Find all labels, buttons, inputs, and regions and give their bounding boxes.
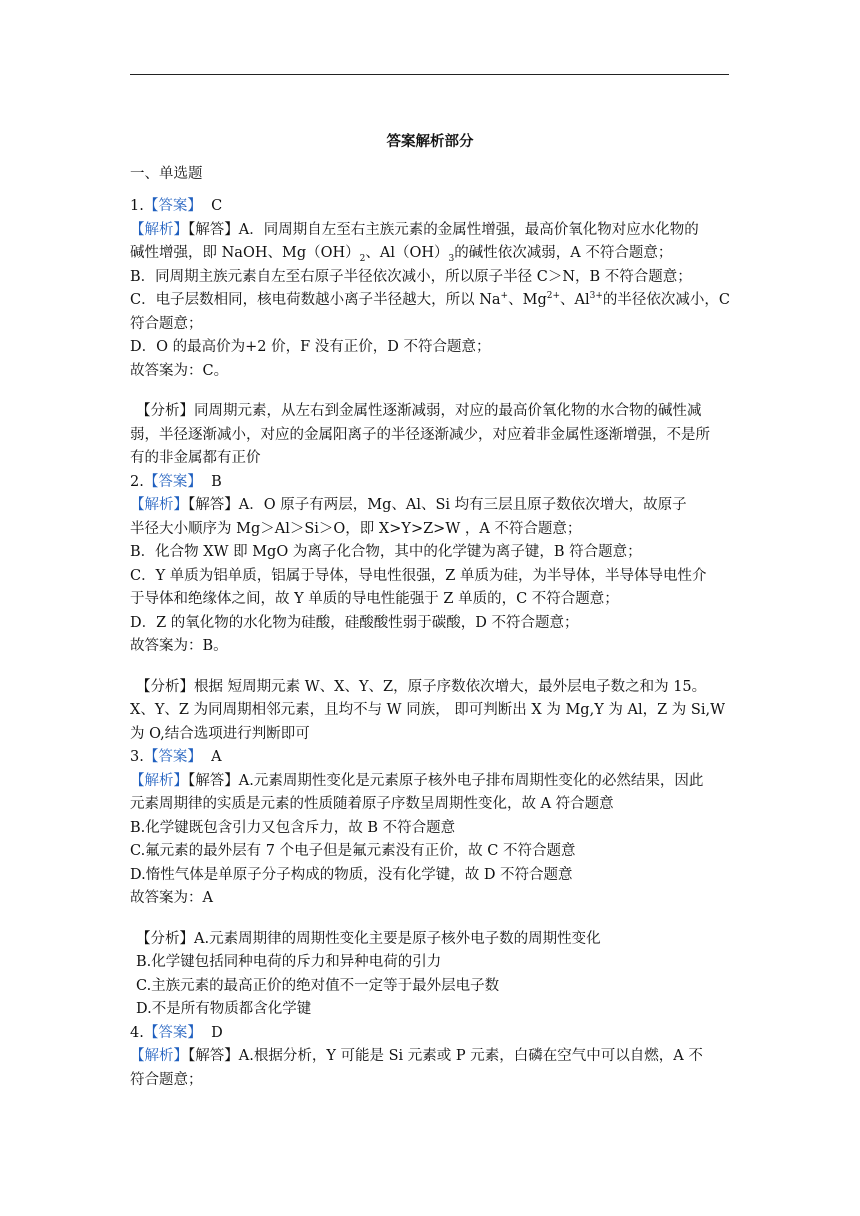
q1-conclusion: 故答案为：C。 <box>130 362 229 379</box>
q1-answer: C <box>211 198 223 214</box>
solution-label: 【解答】 <box>188 221 239 238</box>
q1-analysis-line: 有的非金属都有正价 <box>130 450 261 466</box>
q1-solution-line <box>130 219 730 243</box>
q2-solution-line: B．化合物 XW 即 MgO 为离子化合物，其中的化学键为离子键，B 符合题意； <box>130 544 642 560</box>
q3-analysis-line: C.主族元素的最高正价的绝对值不一定等于最外层电子数 <box>136 977 500 994</box>
q3-answer-line <box>130 746 730 770</box>
q3-solution-line: B.化学键既包含引力又包含斥力，故 B 不符合题意 <box>130 819 456 836</box>
q1-text: 碱性增强，即 NaOH、Mg（OH） <box>130 245 360 261</box>
q1-text: 的半径依次减小，C <box>602 292 730 308</box>
section-heading: 一、单选题 <box>130 165 203 182</box>
q3-solution-line: 元素周期律的实质是元素的性质随着原子序数呈周期性变化，故 A 符合题意 <box>130 796 614 812</box>
analysis-label: 【解析】 <box>130 772 188 789</box>
q4-solution-line <box>130 1045 730 1069</box>
q1-solution-text: A．同周期自左至右主族元素的金属性增强，最高价氧化物对应水化物的 <box>238 221 699 238</box>
q1-text: 、Al <box>560 292 590 308</box>
q2-answer-line <box>130 471 730 495</box>
q1-solution-line: 符合题意； <box>130 315 203 332</box>
page-title: 答案解析部分 <box>386 133 474 150</box>
analysis-label: 【解析】 <box>130 221 188 238</box>
q1-solution-line <box>130 242 730 266</box>
answer-label: 【答案】 <box>143 749 202 765</box>
answer-label: 【答案】 <box>143 1024 202 1041</box>
q1-solution-line: D．O 的最高价为+2 价，F 没有正价，D 不符合题意； <box>130 339 491 355</box>
superscript: + <box>500 291 509 302</box>
q3-solution-line: D.惰性气体是单原子分子构成的物质，没有化学键，故 D 不符合题意 <box>130 866 573 883</box>
q4-answer-line <box>130 1022 730 1046</box>
q3-answer: A <box>211 749 222 765</box>
q2-analysis-line <box>130 676 730 700</box>
fenxi-label: 【分析】 <box>136 930 194 947</box>
solution-label: 【解答】 <box>188 1048 239 1064</box>
solution-label: 【解答】 <box>188 772 239 789</box>
q2-number: 2. <box>130 473 144 490</box>
document-body <box>130 130 730 1092</box>
q1-text: 的碱性依次减弱，A 不符合题意； <box>454 245 673 261</box>
q2-solution-line: 半径大小顺序为 Mg＞Al＞Si＞O，即 X>Y>Z>W ，A 不符合题意； <box>130 520 582 537</box>
q2-solution-line: 于导体和绝缘体之间，故 Y 单质的导电性能强于 Z 单质的，C 不符合题意； <box>130 591 619 607</box>
q2-solution-text: A．O 原子有两层，Mg、Al、Si 均有三层且原子数依次增大，故原子 <box>238 497 687 513</box>
fenxi-label: 【分析】 <box>136 403 194 419</box>
q1-analysis-text: 同周期元素，从左右到金属性逐渐减弱，对应的最高价氧化物的水合物的碱性减 <box>194 403 702 419</box>
q1-text: C．电子层数相同，核电荷数越小离子半径越大，所以 Na <box>130 292 501 308</box>
q1-answer-line <box>130 195 730 219</box>
q2-analysis-line: 为 O,结合选项进行判断即可 <box>130 725 310 742</box>
q4-solution-text: A.根据分析，Y 可能是 Si 元素或 P 元素，白磷在空气中可以自燃，A 不 <box>238 1048 703 1064</box>
q2-solution-line: C．Y 单质为铝单质，铝属于导体，导电性很强，Z 单质为硅，为半导体，半导体导电性介 <box>130 567 707 584</box>
q1-analysis-line <box>130 400 730 424</box>
q4-answer: D <box>211 1024 223 1041</box>
q3-solution-line <box>130 770 730 794</box>
answer-label: 【答案】 <box>143 198 202 214</box>
header-rule <box>130 74 729 75</box>
q1-number: 1. <box>130 198 144 214</box>
subscript: 2 <box>359 253 366 264</box>
q1-text: 、Al（OH） <box>365 245 449 261</box>
q4-number: 4. <box>130 1024 144 1041</box>
q2-solution-line <box>130 494 730 518</box>
answer-label: 【答案】 <box>143 473 202 490</box>
q2-answer: B <box>211 473 222 490</box>
analysis-label: 【解析】 <box>130 497 188 513</box>
q2-analysis-text: 根据 短周期元素 W、X、Y、Z，原子序数依次增大，最外层电子数之和为 15。 <box>194 678 707 695</box>
q3-analysis-line: B.化学键包括同种电荷的斥力和异种电荷的引力 <box>136 954 442 970</box>
q3-conclusion: 故答案为：A <box>130 890 213 906</box>
superscript: 3+ <box>589 291 603 302</box>
q2-analysis-line: X、Y、Z 为同周期相邻元素，且均不与 W 同族， 即可判断出 X 为 Mg,Y 为 Al，Z 为 Si,W <box>130 702 725 718</box>
superscript: 2+ <box>546 291 561 302</box>
q1-text: 、Mg <box>508 292 547 308</box>
q3-solution-text: A.元素周期性变化是元素原子核外电子排布周期性变化的必然结果，因此 <box>238 772 704 789</box>
q3-analysis-text: A.元素周期律的周期性变化主要是原子核外电子数的周期性变化 <box>194 930 601 947</box>
q3-analysis-line <box>130 928 730 952</box>
solution-label: 【解答】 <box>188 497 239 513</box>
q3-analysis-line: D.不是所有物质都含化学键 <box>136 1001 312 1017</box>
q1-solution-line <box>130 289 730 313</box>
analysis-label: 【解析】 <box>130 1048 188 1064</box>
q2-conclusion: 故答案为：B。 <box>130 638 228 654</box>
q4-solution-line: 符合题意； <box>130 1071 203 1088</box>
q2-solution-line: D．Z 的氧化物的水化物为硅酸，硅酸酸性弱于碳酸，D 不符合题意； <box>130 614 579 631</box>
subscript: 3 <box>448 253 455 264</box>
q1-solution-line: B．同周期主族元素自左至右原子半径依次减小，所以原子半径 C＞N，B 不符合题意； <box>130 268 692 285</box>
q1-analysis-line: 弱，半径逐渐减小，对应的金属阳离子的半径逐渐减少，对应着非金属性逐渐增强，不是所 <box>130 426 710 443</box>
q3-solution-line: C.氟元素的最外层有 7 个电子但是氟元素没有正价，故 C 不符合题意 <box>130 843 576 859</box>
fenxi-label: 【分析】 <box>136 678 194 695</box>
q3-number: 3. <box>130 749 144 765</box>
